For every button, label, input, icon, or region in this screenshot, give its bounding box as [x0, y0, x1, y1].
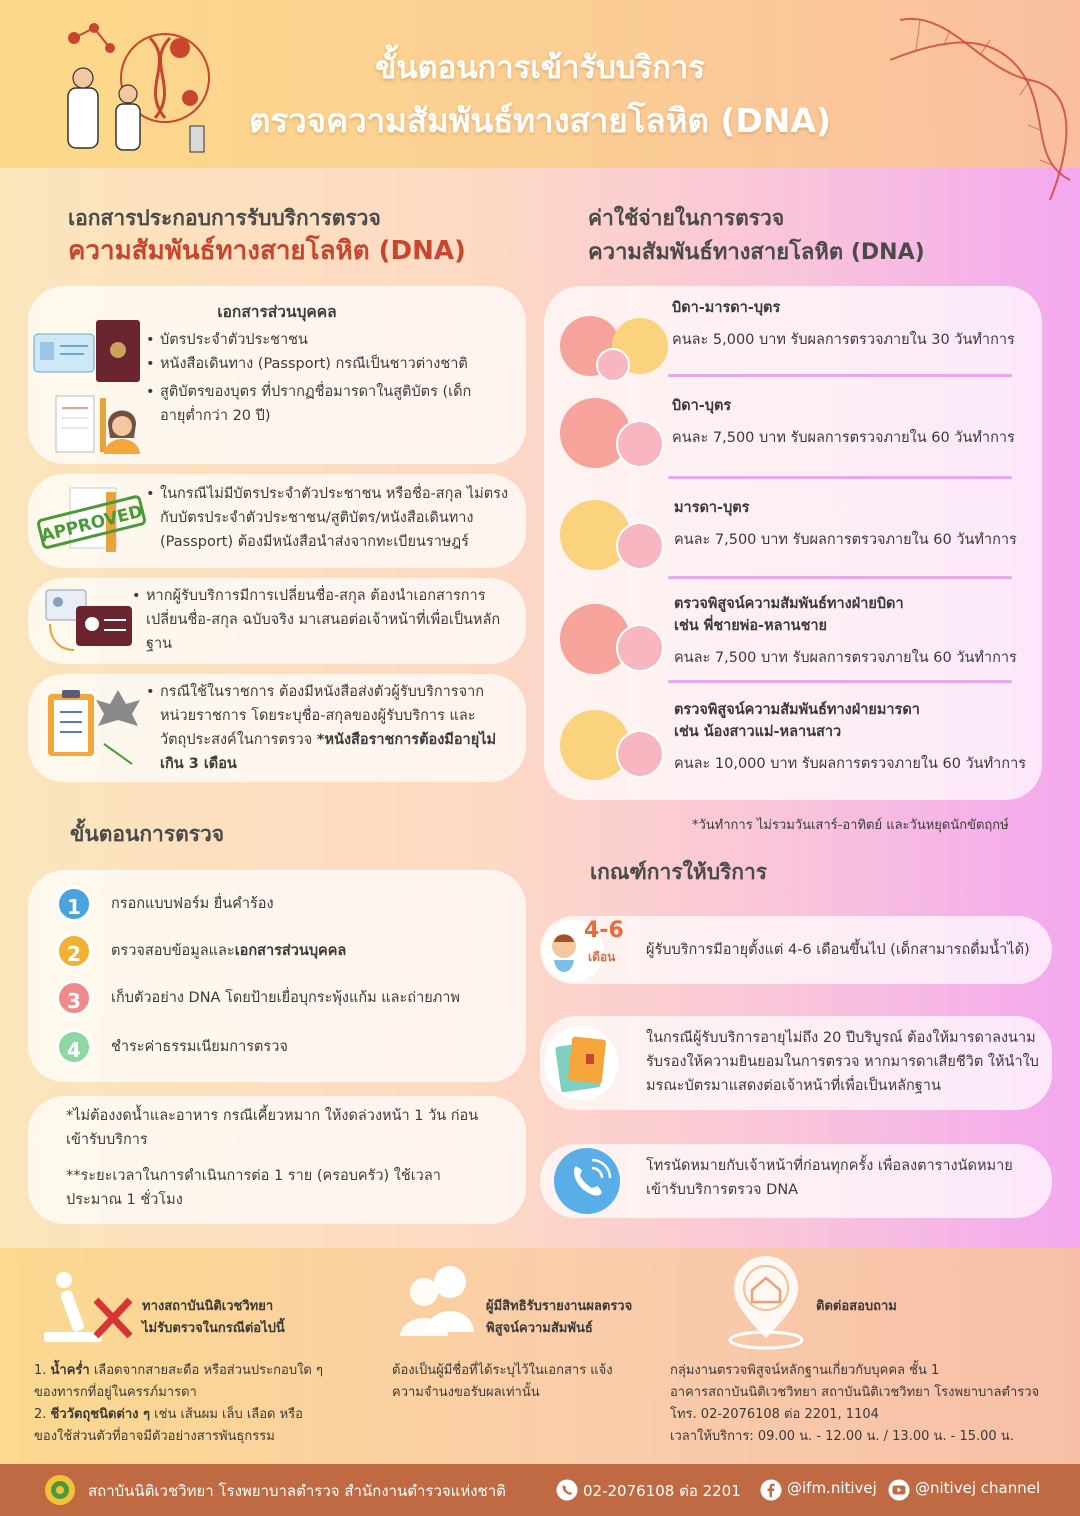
footer-col3-line4: เวลาให้บริการ: 09.00 น. - 12.00 น. / 13.00 น. - 15.00 น.: [670, 1429, 1014, 1444]
criteria-appointment-text: โทรนัดหมายกับเจ้าหน้าที่ก่อนทุกครั้ง เพื่อลงตารางนัดหมาย เข้ารับบริการตรวจ DNA: [646, 1158, 1013, 1198]
header-banner: [0, 0, 1080, 168]
footer-facebook[interactable]: @ifm.nitivej: [787, 1479, 877, 1497]
cost-row-mother-child: [560, 498, 1030, 594]
cost-name: มารดา-บุตร: [674, 500, 750, 516]
personal-docs-card: [28, 286, 526, 464]
cost-example: เช่น พี่ชายพ่อ-หลานชาย: [674, 618, 828, 634]
age-badge-unit: เดือน: [588, 950, 616, 964]
footer-info-band: [0, 1248, 1080, 1464]
microscope-cross-icon: [38, 1260, 138, 1350]
note-card-government: [28, 674, 526, 782]
phone-icon-graphic: [554, 1148, 620, 1214]
header-title-line1: ขั้นตอนการเข้ารับบริการ: [375, 50, 705, 86]
cost-name: บิดา-มารดา-บุตร: [672, 300, 781, 316]
header-title-line2: ตรวจความสัมพันธ์ทางสายโลหิต (DNA): [249, 101, 831, 140]
note-card-no-id: [28, 474, 526, 568]
cost-row-paternal: [560, 594, 1030, 690]
cost-row-maternal: [560, 700, 1030, 796]
step-label: ชำระค่าธรรมเนียมการตรวจ: [111, 1039, 288, 1055]
cost-separator: [668, 680, 1012, 683]
approved-stamp-text: APPROVED: [39, 501, 145, 547]
bottom-contact-bar: [0, 1464, 1080, 1516]
institute-logo-icon: [44, 1474, 76, 1506]
cost-example: เช่น น้องสาวแม่-หลานสาว: [674, 724, 842, 740]
child-avatar: [596, 348, 630, 382]
criteria-age-text: ผู้รับบริการมีอายุตั้งแต่ 4-6 เดือนขึ้นไป (เด็กสามารถดื่มน้ำได้): [646, 942, 1030, 958]
note-government-bold: *หนังสือราชการต้องมีอายุไม่เกิน 3 เดือน: [160, 732, 497, 772]
costs-footnote: *วันทำการ ไม่รวมวันเสาร์-อาทิตย์ และวันหยุดนักขัตฤกษ์: [692, 818, 1009, 833]
note-card-name-change: [28, 578, 526, 664]
woman-document-icon: [54, 388, 144, 458]
steps-note-duration: **ระยะเวลาในการดำเนินการต่อ 1 ราย (ครอบครัว) ใช้เวลาประมาณ 1 ชั่วโมง: [66, 1168, 441, 1208]
cost-detail: คนละ 7,500 บาท รับผลการตรวจภายใน 60 วันทำการ: [674, 650, 1017, 666]
criteria-title: เกณฑ์การให้บริการ: [590, 860, 768, 884]
personal-doc-item: • บัตรประจำตัวประชาชน: [146, 328, 486, 352]
footer-col3-line3: โทร. 02-2076108 ต่อ 2201, 1104: [670, 1407, 879, 1422]
child-avatar: [616, 522, 664, 570]
cost-detail: คนละ 7,500 บาท รับผลการตรวจภายใน 60 วันทำการ: [672, 430, 1015, 446]
cost-separator: [668, 476, 1012, 479]
personal-doc-item: • หนังสือเดินทาง (Passport) กรณีเป็นชาวต่างชาติ: [146, 352, 486, 376]
footer-col3-heading: ติดต่อสอบถาม: [816, 1299, 897, 1314]
step-number: 1: [56, 886, 92, 922]
cost-separator: [668, 576, 1012, 579]
step-number: 4: [56, 1029, 92, 1065]
scientists-illustration: [50, 18, 220, 166]
footer-youtube[interactable]: @nitivej channel: [915, 1479, 1041, 1497]
steps-note-fasting: *ไม่ต้องงดน้ำและอาหาร กรณีเคี้ยวหมาก ให้งดล่วงหน้า 1 วัน ก่อนเข้ารับบริการ: [66, 1108, 479, 1148]
costs-title-line1: ค่าใช้จ่ายในการตรวจ: [588, 206, 785, 230]
criteria-age-card: [540, 916, 1052, 984]
people-icon: [394, 1260, 480, 1340]
personal-doc-item: • สูติบัตรของบุตร ที่ปรากฏชื่อมารดาในสูติบัตร (เด็กอายุต่ำกว่า 20 ปี): [146, 380, 486, 428]
footer-col3-line2: อาคารสถาบันนิติเวชวิทยา สถาบันนิติเวชวิทยา โรงพยาบาลตำรวจ: [670, 1385, 1040, 1400]
id-card-passport-icon: [32, 316, 144, 386]
criteria-consent-text: ในกรณีผู้รับบริการอายุไม่ถึง 20 ปีบริบูรณ์ ต้องให้มารดาลงนามรับรองให้ความยินยอมในการตรวจ หากมารดาเสียชีวิต ให้นำใบมรณะบัตรมาแสดงต่อเจ้าหน้าที่เพื่อเป็นหลักฐาน: [646, 1030, 1039, 1094]
cost-detail: คนละ 10,000 บาท รับผลการตรวจภายใน 60 วันทำการ: [674, 756, 1027, 772]
footer-col2-heading1: ผู้มีสิทธิรับรายงานผลตรวจ: [486, 1299, 633, 1314]
steps-notes-card: [28, 1096, 526, 1224]
note-name-change-text: • หากผู้รับบริการมีการเปลี่ยนชื่อ-สกุล ต้องนำเอกสารการเปลี่ยนชื่อ-สกุล ฉบับจริง มาเสนอต่อเจ้าหน้าที่เพื่อเป็นหลักฐาน: [132, 584, 516, 656]
cost-name: ตรวจพิสูจน์ความสัมพันธ์ทางฝ่ายบิดา: [674, 596, 904, 612]
niece-avatar: [616, 730, 664, 778]
child-avatar: [616, 420, 664, 468]
phone-icon: [554, 1148, 620, 1214]
cost-name: ตรวจพิสูจน์ความสัมพันธ์ทางฝ่ายมารดา: [674, 702, 920, 718]
age-badge-number: 4-6: [584, 918, 624, 943]
steps-title: ขั้นตอนการตรวจ: [70, 822, 225, 846]
step-label: กรอกแบบฟอร์ม ยื่นคำร้อง: [111, 896, 274, 912]
step-number: 2: [56, 933, 92, 969]
location-house-icon: [718, 1254, 814, 1350]
step-label: เก็บตัวอย่าง DNA โดยป้ายเยื่อบุกระพุ้งแก้ม และถ่ายภาพ: [111, 990, 460, 1006]
criteria-appointment-card: [540, 1144, 1052, 1218]
cost-row-parents-child: [560, 298, 1030, 394]
name-change-icon: [42, 584, 138, 658]
step-label: ตรวจสอบข้อมูลและเอกสารส่วนบุคคล: [111, 943, 347, 959]
personal-docs-heading: เอกสารส่วนบุคคล: [217, 303, 337, 321]
dna-helix-decoration: [880, 0, 1080, 210]
footer-col2-heading2: พิสูจน์ความสัมพันธ์: [486, 1321, 593, 1336]
note-no-id-text: • ในกรณีไม่มีบัตรประจำตัวประชาชน หรือชื่อ-สกุล ไม่ตรงกับบัตรประจำตัวประชาชน/สูติบัตร/หนังสือเดินทาง (Passport) ต้องมีหนังสือนำส่งจากทะเบียนราษฎร์: [146, 482, 518, 554]
note-government-text: กรณีใช้ในราชการ ต้องมีหนังสือส่งตัวผู้รับบริการจากหน่วยราชการ โดยระบุชื่อ-สกุลของผู้รับบริการ และวัตถุประสงค์ในการตรวจ: [160, 684, 484, 748]
cost-separator: [668, 374, 1012, 377]
footer-col1-item2: 2. ชีววัตถุชนิดต่าง ๆ เช่น เส้นผม เล็บ เลือด หรือ ของใช้ส่วนตัวที่อาจมีตัวอย่างสารพันธุกรรม: [34, 1407, 303, 1444]
footer-col2-body: ต้องเป็นผู้มีชื่อที่ได้ระบุไว้ในเอกสาร แจ้งความจำนงขอรับผลเท่านั้น: [392, 1363, 613, 1400]
footer-col1-heading2: ไม่รับตรวจในกรณีต่อไปนี้: [142, 1321, 285, 1336]
approved-stamp-icon: [36, 484, 154, 560]
folder-document-icon: [542, 1024, 620, 1102]
documents-title-line1: เอกสารประกอบการรับบริการตรวจ: [68, 206, 381, 230]
costs-title-line2: ความสัมพันธ์ทางสายโลหิต (DNA): [588, 240, 925, 265]
footer-col3-line1: กลุ่มงานตรวจพิสูจน์หลักฐานเกี่ยวกับบุคคล ชั้น 1: [670, 1363, 940, 1378]
footer-col1-item1: 1. น้ำคร่ำ เลือดจากสายสะดือ หรือส่วนประกอบใด ๆ ของทารกที่อยู่ในครรภ์มารดา: [34, 1363, 323, 1400]
footer-phone[interactable]: 02-2076108 ต่อ 2201: [583, 1482, 741, 1500]
personal-docs-list: [146, 328, 486, 428]
nephew-avatar: [616, 624, 664, 672]
cost-detail: คนละ 7,500 บาท รับผลการตรวจภายใน 60 วันทำการ: [674, 532, 1017, 548]
step-number: 3: [56, 980, 92, 1016]
footer-org-name: สถาบันนิติเวชวิทยา โรงพยาบาลตำรวจ สำนักงานตำรวจแห่งชาติ: [88, 1482, 506, 1500]
criteria-consent-card: [540, 1016, 1052, 1110]
clipboard-garuda-icon: [42, 684, 148, 770]
cost-name: บิดา-บุตร: [672, 398, 732, 414]
phone-small-icon: [556, 1479, 578, 1501]
cost-detail: คนละ 5,000 บาท รับผลการตรวจภายใน 30 วันทำการ: [672, 332, 1015, 348]
facebook-icon: [760, 1479, 782, 1501]
youtube-icon: [888, 1479, 910, 1501]
documents-title-line2: ความสัมพันธ์ทางสายโลหิต (DNA): [68, 236, 466, 266]
footer-col1-heading1: ทางสถาบันนิติเวชวิทยา: [142, 1299, 274, 1314]
note-government: • กรณีใช้ในราชการ ต้องมีหนังสือส่งตัวผู้รับบริการจากหน่วยราชการ โดยระบุชื่อ-สกุลของผู้รับบริการ และวัตถุประสงค์ในการตรวจ *หนังสือราชการต้องมีอายุไม่เกิน 3 เดือน: [146, 684, 497, 772]
